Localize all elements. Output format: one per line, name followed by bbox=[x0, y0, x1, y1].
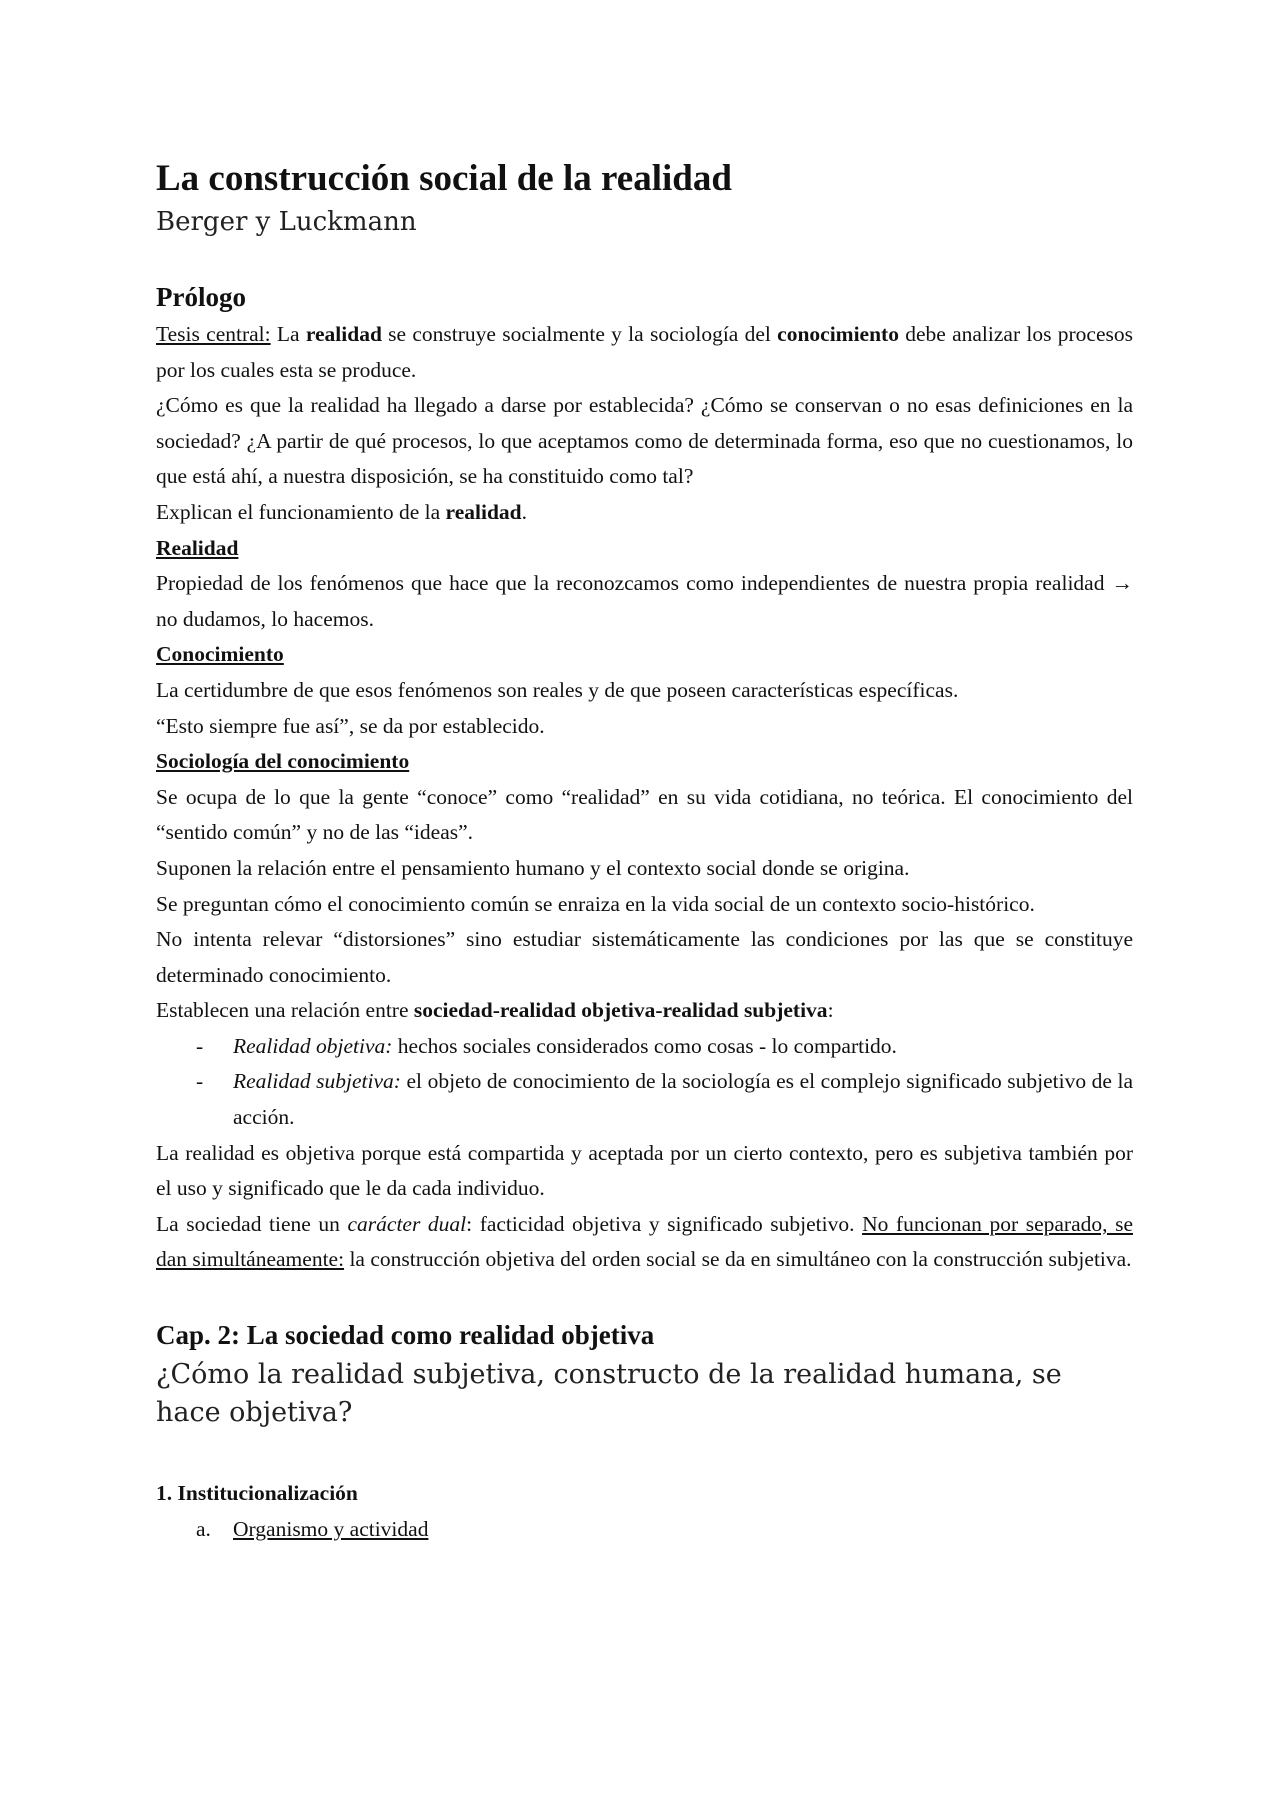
establecen-bold: sociedad-realidad objetiva-realidad subjetiva bbox=[413, 998, 828, 1023]
establecen-post: : bbox=[827, 998, 834, 1023]
conocimiento-heading: Conocimiento bbox=[156, 642, 284, 667]
sociologia-paragraph-1: Se ocupa de lo que la gente “conoce” como “realidad” en su vida cotidiana, no teórica. El conocimiento del “sentido común” y no de las “ideas”. bbox=[156, 784, 1133, 845]
tesis-paragraph bbox=[156, 317, 1133, 388]
subitem-organismo bbox=[156, 1512, 1133, 1548]
establecen-pre: Establecen una relación entre bbox=[156, 998, 414, 1023]
document-author: Berger y Luckmann bbox=[156, 207, 417, 237]
sociologia-paragraph-3: Se preguntan cómo el conocimiento común se enraiza en la vida social de un contexto socio-histórico. bbox=[156, 891, 1035, 916]
subitem-letter: a. bbox=[196, 1516, 211, 1541]
document-title: La construcción social de la realidad bbox=[156, 158, 732, 199]
dual-mid: : facticidad objetiva y significado subjetivo. bbox=[466, 1211, 863, 1236]
realidad-heading: Realidad bbox=[156, 535, 239, 560]
list-item-label: Realidad objetiva: bbox=[233, 1033, 393, 1058]
list-item-text: hechos sociales considerados como cosas - lo compartido. bbox=[392, 1033, 897, 1058]
subitem-text: Organismo y actividad bbox=[233, 1516, 429, 1541]
dual-pre: La sociedad tiene un bbox=[156, 1211, 348, 1236]
cap2-question: ¿Cómo la realidad subjetiva, constructo de la realidad humana, se hace objetiva? bbox=[156, 1359, 1062, 1429]
explican-bold: realidad bbox=[445, 499, 522, 524]
preguntas-paragraph: ¿Cómo es que la realidad ha llegado a darse por establecida? ¿Cómo se conservan o no esas definiciones en la sociedad? ¿A partir de qué procesos, lo que aceptamos como de determinada forma, eso que no cuestionamos, lo que está ahí, a nuestra disposición, se ha constituido como tal? bbox=[156, 393, 1133, 489]
prologo-heading: Prólogo bbox=[156, 282, 246, 312]
tesis-post: debe analizar los procesos por los cuales esta se produce. bbox=[156, 322, 1133, 382]
dash-bullet: - bbox=[196, 1069, 204, 1094]
list-item-text: el objeto de conocimiento de la sociología es el complejo significado subjetivo de la acción. bbox=[233, 1069, 1134, 1130]
objetiva-paragraph: La realidad es objetiva porque está compartida y aceptada por un cierto contexto, pero es subjetiva también por el uso y significado que le da cada individuo. bbox=[156, 1140, 1133, 1201]
tesis-mid: se construye socialmente y la sociología del bbox=[381, 322, 778, 346]
conocimiento-paragraph-2: “Esto siempre fue así”, se da por establecido. bbox=[156, 713, 545, 738]
establecen-paragraph bbox=[156, 993, 1133, 1029]
cap2-heading: Cap. 2: La sociedad como realidad objetiva bbox=[156, 1320, 655, 1351]
dash-bullet: - bbox=[196, 1033, 204, 1058]
sociologia-paragraph-2: Suponen la relación entre el pensamiento humano y el contexto social donde se origina. bbox=[156, 855, 910, 880]
dual-paragraph bbox=[156, 1207, 1133, 1278]
conocimiento-paragraph-1: La certidumbre de que esos fenómenos son reales y de que poseen características específicas. bbox=[156, 677, 959, 702]
tesis-bold-realidad: realidad bbox=[305, 322, 382, 346]
explican-post: . bbox=[521, 499, 527, 524]
list-item bbox=[156, 1029, 1133, 1065]
tesis-pre: La bbox=[270, 322, 306, 346]
dual-post: la construcción objetiva del orden social se da en simultáneo con la construcción subjetiva. bbox=[344, 1247, 1132, 1272]
sociologia-paragraph-4: No intenta relevar “distorsiones” sino estudiar sistemáticamente las condiciones por las que se constituye determinado conocimiento. bbox=[156, 927, 1133, 987]
section-institucionalizacion: 1. Institucionalización bbox=[156, 1481, 358, 1506]
realidad-paragraph: Propiedad de los fenómenos que hace que la reconozcamos como independientes de nuestra propia realidad → no dudamos, lo hacemos. bbox=[156, 571, 1133, 631]
dual-italic: carácter dual bbox=[347, 1211, 467, 1236]
tesis-label: Tesis central: bbox=[156, 322, 271, 346]
realidad-list bbox=[156, 1029, 1133, 1136]
list-item-label: Realidad subjetiva: bbox=[233, 1069, 401, 1094]
explican-pre: Explican el funcionamiento de la bbox=[156, 499, 446, 524]
sociologia-heading: Sociología del conocimiento bbox=[156, 749, 410, 774]
explican-paragraph bbox=[156, 495, 1133, 531]
list-item bbox=[156, 1064, 1133, 1135]
tesis-bold-conocimiento: conocimiento bbox=[777, 322, 899, 346]
document-content bbox=[156, 155, 1133, 1547]
dual-underline: No funcionan por separado, se dan simultáneamente: bbox=[156, 1211, 1133, 1272]
